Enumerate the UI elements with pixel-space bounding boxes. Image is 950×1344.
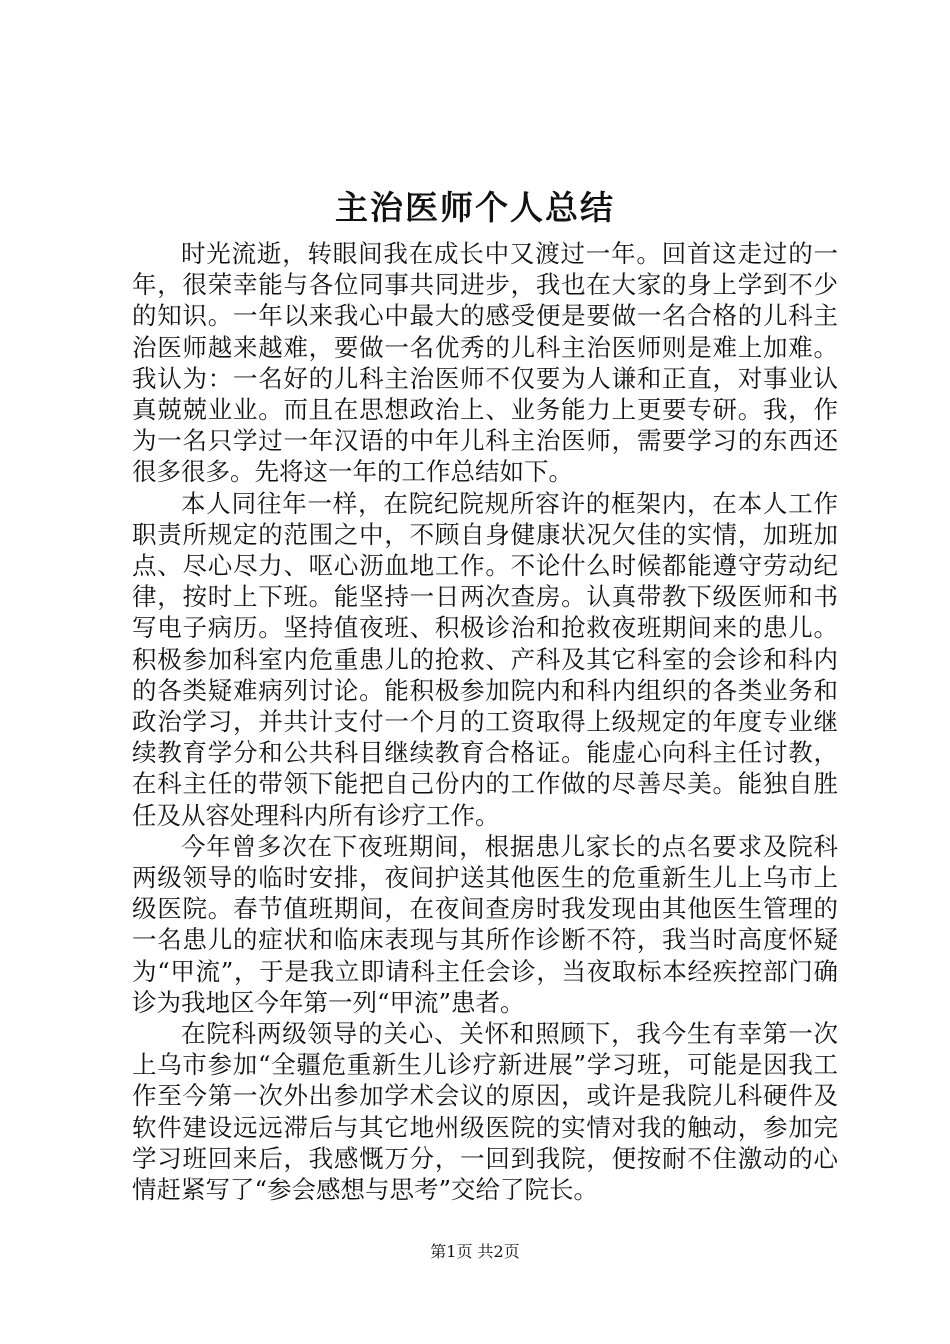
page-number-footer: 第1页 共2页 (430, 1242, 520, 1261)
paragraph-1: 时光流逝，转眼间我在成长中又渡过一年。回首这走过的一年，很荣幸能与各位同事共同进步，我也在大家的身上学到不少的知识。一年以来我心中最大的感受便是要做一名合格的儿科主治医师越来越难，要做一名优秀的儿科主治医师则是难上加难。我认为：一名好的儿科主治医师不仅要为人谦和正直，对事业认真兢兢业业。而且在思想政治上、业务能力上更要专研。我，作为一名只学过一年汉语的中年儿科主治医师，需要学习的东西还很多很多。先将这一年的工作总结如下。 (132, 239, 838, 487)
document-body (132, 238, 838, 1205)
paragraph-2: 本人同往年一样，在院纪院规所容许的框架内，在本人工作职责所规定的范围之中，不顾自身健康状况欠佳的实情，加班加点、尽心尽力、呕心沥血地工作。不论什么时候都能遵守劳动纪律，按时上下班。能坚持一日两次查房。认真带教下级医师和书写电子病历。坚持值夜班、积极诊治和抢救夜班期间来的患儿。积极参加科室内危重患儿的抢救、产科及其它科室的会诊和科内的各类疑难病列讨论。能积极参加院内和科内组织的各类业务和政治学习，并共计支付一个月的工资取得上级规定的年度专业继续教育学分和公共科目继续教育合格证。能虚心向科主任讨教，在科主任的带领下能把自己份内的工作做的尽善尽美。能独自胜任及从容处理科内所有诊疗工作。 (132, 488, 838, 830)
paragraph-4: 在院科两级领导的关心、关怀和照顾下，我今生有幸第一次上乌市参加“全疆危重新生儿诊疗新进展”学习班，可能是因我工作至今第一次外出参加学术会议的原因，或许是我院儿科硬件及软件建设远远滞后与其它地州级医院的实情对我的触动，参加完学习班回来后，我感慨万分，一回到我院，便按耐不住激动的心情赶紧写了“参会感想与思考”交给了院长。 (132, 1019, 838, 1205)
document-title: 主治医师个人总结 (335, 188, 615, 227)
paragraph-3: 今年曾多次在下夜班期间，根据患儿家长的点名要求及院科两级领导的临时安排，夜间护送其他医生的危重新生儿上乌市上级医院。春节值班期间，在夜间查房时我发现由其他医生管理的一名患儿的症状和临床表现与其所作诊断不符，我当时高度怀疑为“甲流”，于是我立即请科主任会诊，当夜取标本经疾控部门确诊为我地区今年第一列“甲流”患者。 (132, 831, 838, 1017)
